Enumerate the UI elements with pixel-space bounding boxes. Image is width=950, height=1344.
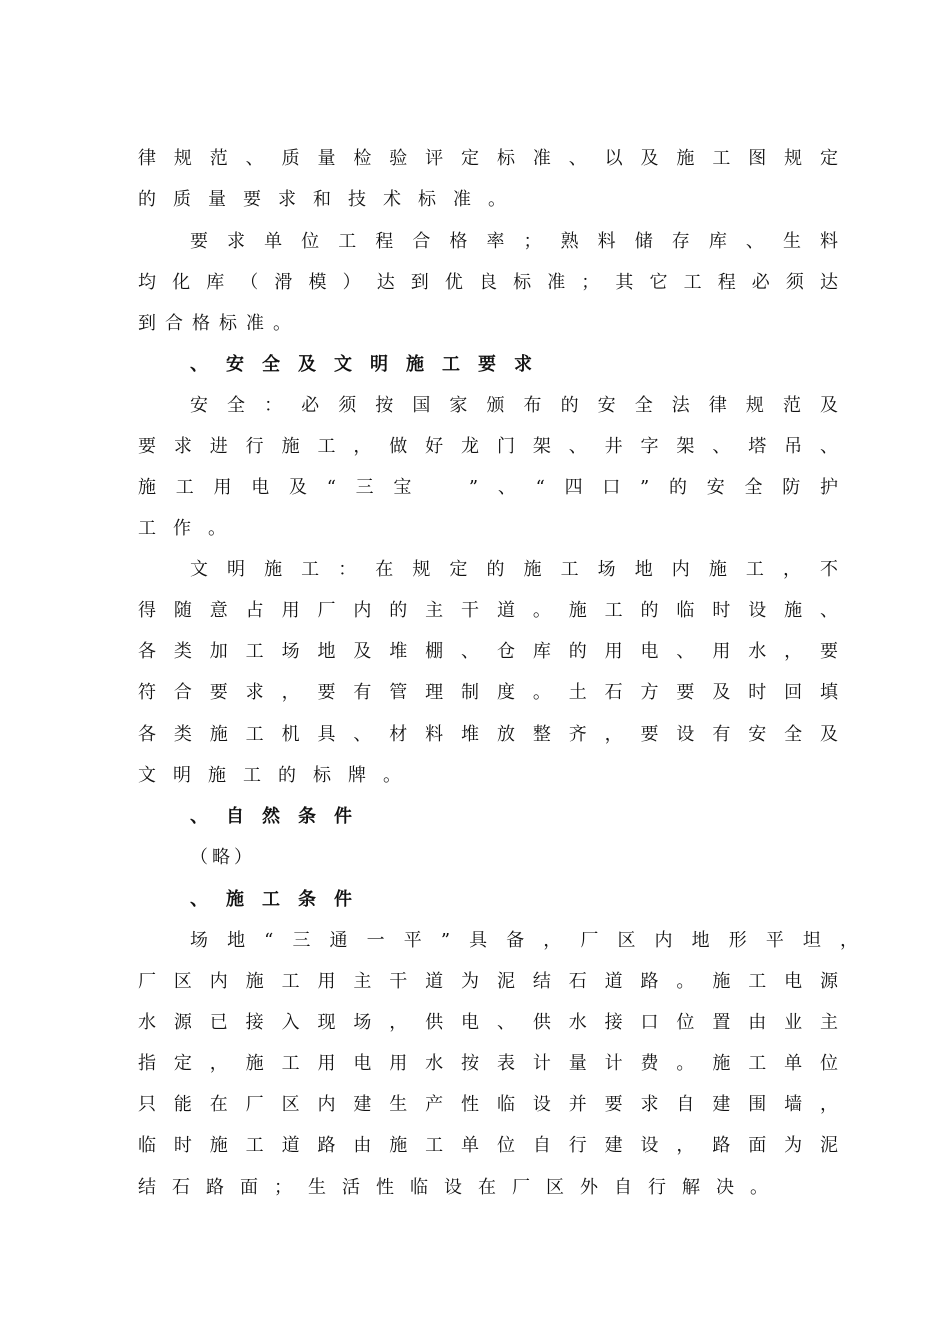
body-text-line: 均化库（滑模）达到优良标准；其它工程必须达: [138, 272, 838, 293]
body-text-line: 到合格标准。: [138, 313, 300, 334]
body-text-line: 各类加工场地及堆棚、仓库的用电、用水，要: [138, 641, 838, 662]
body-text-line: 临时施工道路由施工单位自行建设，路面为泥: [138, 1135, 838, 1156]
body-text-line: 律规范、质量检验评定标准、以及施工图规定: [138, 148, 838, 169]
body-text-line: 各类施工机具、材料堆放整齐，要设有安全及: [138, 724, 838, 745]
body-text-line: 指定，施工用电用水按表计量计费。施工单位: [138, 1053, 838, 1074]
body-text-line: 只能在厂区内建生产性临设并要求自建围墙，: [138, 1094, 838, 1115]
body-text-line: 得随意占用厂内的主干道。施工的临时设施、: [138, 600, 838, 621]
body-text-line: 工作。: [138, 518, 243, 539]
section-heading-construction-conditions: 、施工条件: [190, 889, 370, 910]
body-text-line: 文明施工的标牌。: [138, 765, 418, 786]
body-text-line: 安全：必须按国家颁布的安全法律规范及: [190, 395, 838, 416]
section-heading-safety: 、安全及文明施工要求: [190, 354, 550, 375]
body-text-line: 厂区内施工用主干道为泥结石道路。施工电源: [138, 971, 838, 992]
body-text-line: 要求单位工程合格率；熟料储存库、生料: [190, 231, 838, 252]
body-text-line: 水源已接入现场，供电、供水接口位置由业主: [138, 1012, 838, 1033]
body-text-line: 结石路面；生活性临设在厂区外自行解决。: [138, 1177, 784, 1198]
body-text-line: 施工用电及“三宝 ”、“四口”的安全防护: [138, 477, 838, 498]
body-text-line: 要求进行施工，做好龙门架、井字架、塔吊、: [138, 436, 838, 457]
body-text-line: 文明施工：在规定的施工场地内施工，不: [190, 559, 838, 580]
body-text-line: 的质量要求和技术标准。: [138, 189, 523, 210]
section-heading-natural-conditions: 、自然条件: [190, 806, 370, 827]
body-text-line: 符合要求，要有管理制度。土石方要及时回填: [138, 682, 838, 703]
body-text-line: （略）: [190, 847, 256, 868]
body-text-line: 场地“三通一平”具备，厂区内地形平坦，: [190, 930, 858, 951]
